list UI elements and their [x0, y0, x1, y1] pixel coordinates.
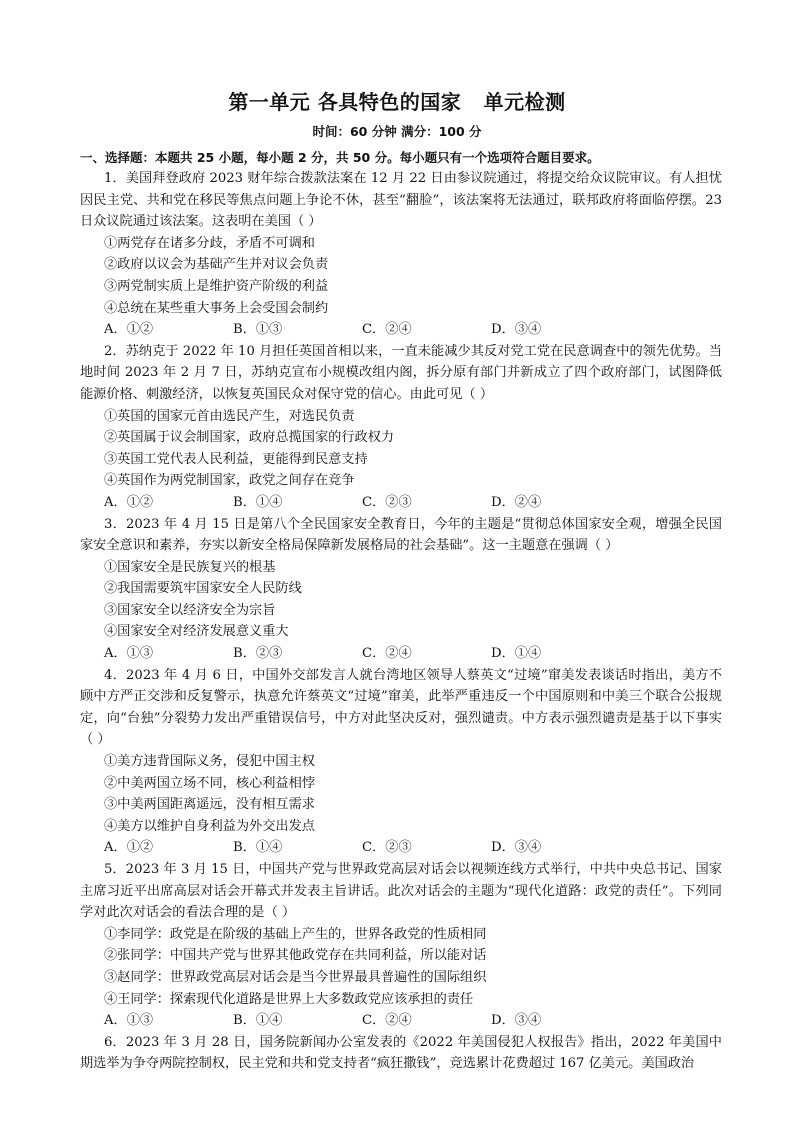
answer-choices	[80, 492, 722, 514]
statement-2: ②张同学：中国共产党与世界其他政党存在共同利益，所以能对话	[104, 948, 487, 964]
statement-1: ①李同学：政党是在阶级的基础上产生的，世界各政党的性质相同	[104, 926, 487, 942]
choice-c: C．②③	[362, 494, 412, 510]
statement-3: ③国家安全以经济安全为宗旨	[104, 602, 276, 618]
answer-choices	[80, 643, 722, 665]
statement-3: ③赵同学：世界政党高层对话会是当今世界最具普遍性的国际组织	[104, 969, 487, 985]
choice-b: B．②③	[233, 646, 283, 662]
statement-3: ③英国工党代表人民利益，更能得到民意支持	[104, 451, 368, 467]
choice-c: C．②④	[362, 1013, 412, 1029]
statement-1: ①美方违背国际义务，侵犯中国主权	[104, 754, 315, 770]
statement-1: ①国家安全是民族复兴的根基	[104, 559, 276, 575]
question-4	[80, 665, 722, 859]
choice-b: B．①④	[233, 494, 283, 510]
choice-b: B．①④	[233, 1013, 283, 1029]
choice-a: A．①②	[104, 322, 154, 338]
statement-1: ①两党存在诸多分歧，矛盾不可调和	[104, 235, 315, 251]
question-list	[80, 168, 722, 1075]
choice-d: D．③④	[491, 840, 542, 856]
choice-a: A．①②	[104, 840, 154, 856]
statement-2: ②政府以议会为基础产生并对议会负责	[104, 257, 329, 273]
choice-c: C．②④	[362, 322, 412, 338]
statement-4: ④王同学：探索现代化道路是世界上大多数政党应该承担的责任	[104, 991, 474, 1007]
section-heading: 一、选择题：本题共 25 小题，每小题 2 分，共 50 分。每小题只有一个选项符合题目要求。	[80, 150, 600, 165]
answer-choices	[80, 319, 722, 341]
statement-2: ②英国属于议会制国家，政府总揽国家的行政权力	[104, 430, 395, 446]
statement-4: ④美方以维护自身利益为外交出发点	[104, 818, 315, 834]
question-3	[80, 514, 722, 665]
question-stem: 3．2023 年 4 月 15 日是第八个全民国家安全教育日，今年的主题是“贯彻总体国家安全观，增强全民国家安全意识和素养，夯实以新安全格局保障新发展格局的社会基础”。这一主题意在强调（ ）	[80, 516, 722, 554]
choice-c: C．②③	[362, 840, 412, 856]
statement-4: ④国家安全对经济发展意义重大	[104, 624, 289, 640]
statement-4: ④总统在某些重大事务上会受国会制约	[104, 300, 329, 316]
choice-d: D．①④	[491, 646, 542, 662]
exam-title: 第一单元 各具特色的国家 单元检测	[228, 90, 566, 114]
question-stem: 6．2023 年 3 月 28 日，国务院新闻办公室发表的《2022 年美国侵犯人权报告》指出，2022 年美国中期选举为争夺两院控制权，民主党和共和党支持者“疯狂撒钱”，竞选累计花费超过 167 亿美元。美国政治	[80, 1034, 722, 1072]
choice-b: B．①③	[233, 322, 283, 338]
choice-a: A．①③	[104, 1013, 154, 1029]
question-stem: 4．2023 年 4 月 6 日，中国外交部发言人就台湾地区领导人蔡英文“过境”窜美发表谈话时指出，美方不顾中方严正交涉和反复警示，执意允许蔡英文“过境”窜美，此举严重违反一个中国原则和中美三个联合公报规定，向“台独”分裂势力发出严重错误信号，中方对此坚决反对，强烈谴责。中方表示强烈谴责是基于以下事实（ ）	[80, 667, 722, 748]
question-stem: 5．2023 年 3 月 15 日，中国共产党与世界政党高层对话会以视频连线方式举行，中共中央总书记、国家主席习近平出席高层对话会开幕式并发表主旨讲话。此次对话会的主题为“现代化道路：政党的责任”。下列同学对此次对话会的看法合理的是（ ）	[80, 862, 722, 921]
statement-3: ③两党制实质上是维护资产阶级的利益	[104, 278, 329, 294]
choice-a: A．①②	[104, 494, 154, 510]
answer-choices	[80, 837, 722, 859]
exam-meta: 时间：60 分钟 满分：100 分	[312, 124, 482, 139]
choice-a: A．①③	[104, 646, 154, 662]
question-stem: 1．美国拜登政府 2023 财年综合拨款法案在 12 月 22 日由参议院通过，将提交给众议院审议。有人担忧因民主党、共和党在移民等焦点问题上争论不休，甚至“翻脸”，该法案将无法通过，联邦政府将面临停摆。23 日众议院通过该法案。这表明在美国（ ）	[80, 171, 722, 230]
choice-d: D．②④	[491, 494, 542, 510]
question-1	[80, 168, 722, 341]
choice-d: D．③④	[491, 1013, 542, 1029]
choice-b: B．①④	[233, 840, 283, 856]
statement-1: ①英国的国家元首由选民产生，对选民负责	[104, 408, 355, 424]
question-2	[80, 341, 722, 514]
answer-choices	[80, 1010, 722, 1032]
question-stem: 2．苏纳克于 2022 年 10 月担任英国首相以来，一直未能减少其反对党工党在民意调查中的领先优势。当地时间 2023 年 2 月 7 日，苏纳克宣布小规模改组内阁，拆分原有部门并新成立了四个政府部门，试图降低能源价格、刺激经济，以恢复英国民众对保守党的信心。由此可见（ ）	[80, 343, 722, 402]
question-5	[80, 859, 722, 1032]
question-6	[80, 1032, 722, 1075]
choice-c: C．②④	[362, 646, 412, 662]
statement-2: ②我国需要筑牢国家安全人民防线	[104, 581, 302, 597]
statement-2: ②中美两国立场不同，核心利益相悖	[104, 775, 315, 791]
statement-3: ③中美两国距离遥远，没有相互需求	[104, 797, 315, 813]
statement-4: ④英国作为两党制国家，政党之间存在竞争	[104, 473, 355, 489]
choice-d: D．③④	[491, 322, 542, 338]
